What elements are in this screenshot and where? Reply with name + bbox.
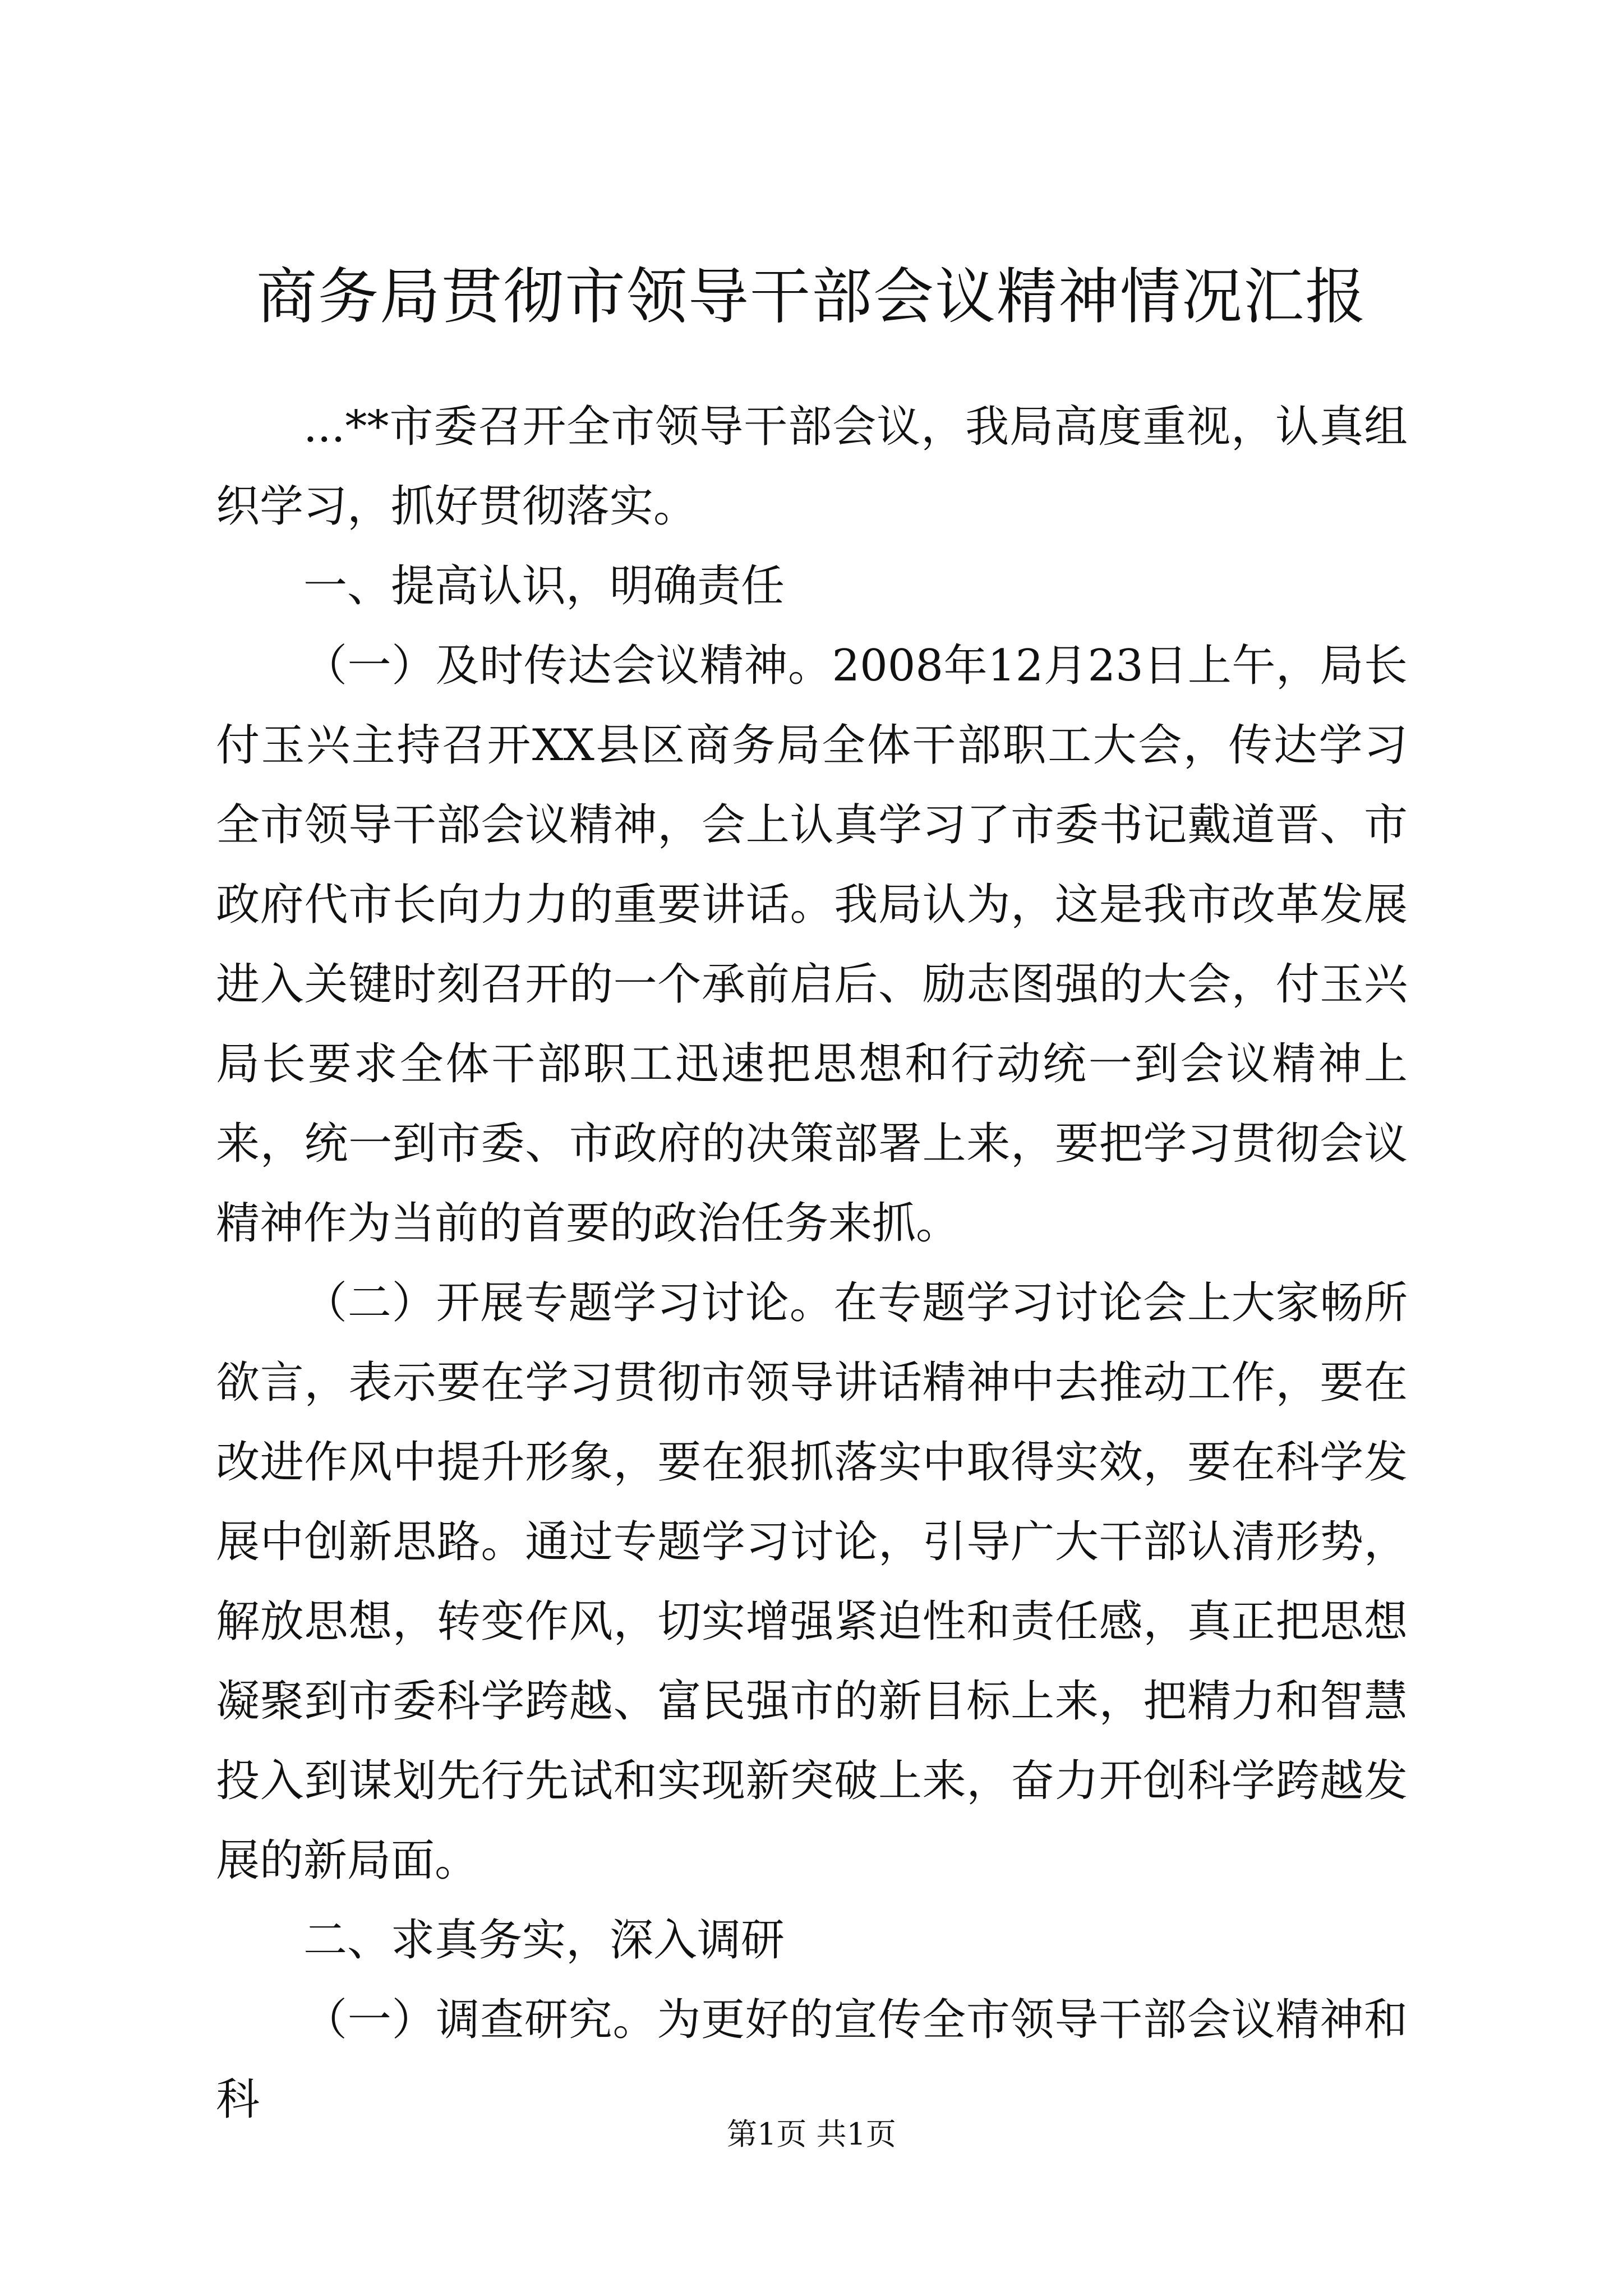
section-heading-2: 二、求真务实，深入调研: [303, 1915, 785, 1966]
document-title: 商务局贯彻市领导干部会议精神情况汇报: [256, 262, 1367, 332]
paragraph-1-1: （一）及时传达会议精神。2008年12月23日上午，局长付玉兴主持召开XX县区商务局全体干部职工大会，传达学习全市领导干部会议精神，会上认真学习了市委书记戴道晋、市政府代市长向力力的重要讲话。我局认为，这是我市改革发展进入关键时刻召开的一个承前启后、励志图强的大会，付玉兴局长要求全体干部职工迅速把思想和行动统一到会议精神上来，统一到市委、市政府的决策部署上来，要把学习贯彻会议精神作为当前的首要的政治任务来抓。: [216, 641, 1408, 1249]
page-footer: 第1页 共1页: [727, 2116, 896, 2152]
paragraph-2-1: （一）调查研究。为更好的宣传全市领导干部会议精神和科: [216, 1995, 1408, 2125]
document-body: [216, 387, 1408, 2139]
paragraph-1-2: （二）开展专题学习讨论。在专题学习讨论会上大家畅所欲言，表示要在学习贯彻市领导讲话精神中去推动工作，要在改进作风中提升形象，要在狠抓落实中取得实效，要在科学发展中创新思路。通过专题学习讨论，引导广大干部认清形势，解放思想，转变作风，切实增强紧迫性和责任感，真正把思想凝聚到市委科学跨越、富民强市的新目标上来，把精力和智慧投入到谋划先行先试和实现新突破上来，奋力开创科学跨越发展的新局面。: [216, 1278, 1408, 1886]
section-heading-1: 一、提高认识，明确责任: [303, 561, 785, 611]
paragraph-intro: ...**市委召开全市领导干部会议，我局高度重视，认真组织学习，抓好贯彻落实。: [216, 402, 1408, 532]
